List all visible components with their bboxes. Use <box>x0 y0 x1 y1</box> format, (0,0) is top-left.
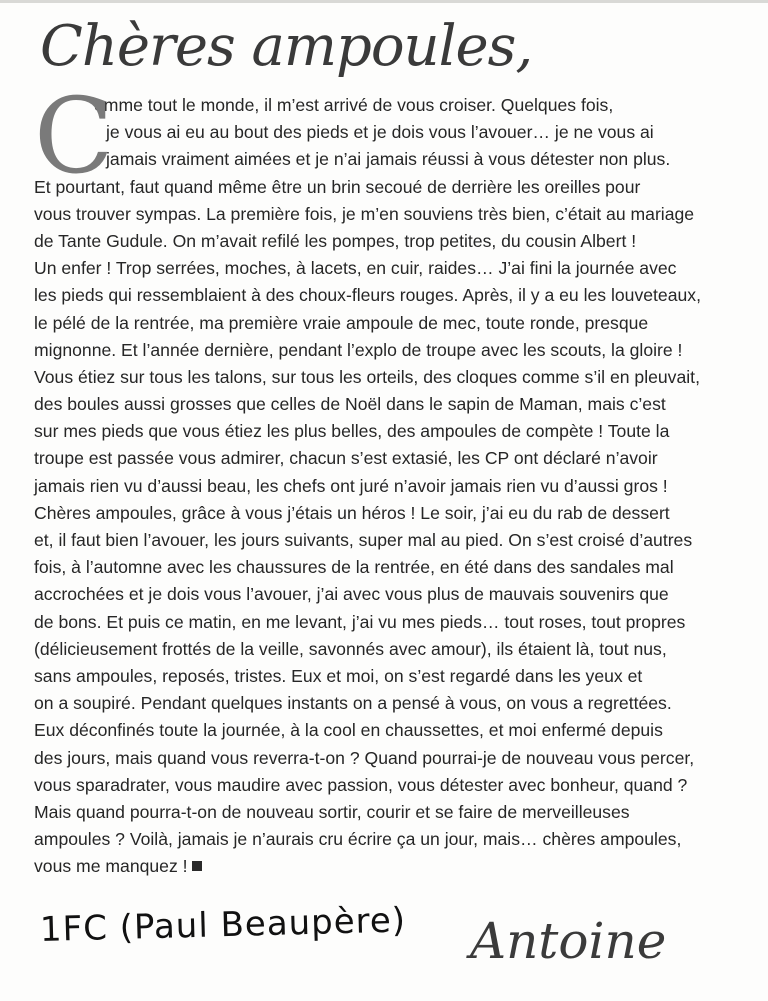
text-line <box>34 391 746 418</box>
text-line-content: omme tout le monde, il m’est arrivé de vous croiser. Quelques fois, <box>94 95 614 115</box>
text-line-content: ampoules ? Voilà, jamais je n’aurais cru écrire ça un jour, mais… chères ampoules, <box>34 829 682 850</box>
text-line-content: Un enfer ! Trop serrées, moches, à lacets, en cuir, raides… J’ai fini la journée avec <box>34 258 677 279</box>
text-line-content: troupe est passée vous admirer, chacun s’est extasié, les CP ont déclaré n’avoir <box>34 448 658 469</box>
text-line <box>34 364 746 391</box>
text-line <box>34 554 746 581</box>
letter-body <box>34 75 746 880</box>
text-line <box>34 663 746 690</box>
text-line <box>34 690 746 717</box>
text-line <box>34 337 746 364</box>
text-line-content: Eux déconfinés toute la journée, à la cool en chaussettes, et moi enfermé depuis <box>34 720 663 741</box>
text-line-content: des boules aussi grosses que celles de Noël dans le sapin de Maman, mais c’est <box>34 394 666 415</box>
text-line <box>34 92 746 119</box>
text-line <box>34 310 746 337</box>
text-line <box>34 636 746 663</box>
text-line-content: Et pourtant, faut quand même être un brin secoué de derrière les oreilles pour <box>34 176 641 197</box>
text-line-content: je vous ai eu au bout des pieds et je dois vous l’avouer… je ne vous ai <box>106 122 654 143</box>
text-line <box>34 772 746 799</box>
text-line-content: sans ampoules, reposés, tristes. Eux et moi, on s’est regardé dans les yeux et <box>34 665 643 686</box>
text-line-content: les pieds qui ressemblaient à des choux-fleurs rouges. Après, il y a eu les louveteaux, <box>34 285 701 306</box>
page-edge <box>0 0 768 3</box>
text-line-content: de bons. Et puis ce matin, en me levant, j’ai vu mes pieds… tout roses, tout propres <box>34 611 686 632</box>
text-line-content: des jours, mais quand vous reverra-t-on ? Quand pourrai-je de nouveau vous percer, <box>34 747 695 768</box>
text-line-content: Vous étiez sur tous les talons, sur tous les orteils, des cloques comme s’il en pleuvait, <box>34 366 700 387</box>
text-line <box>34 201 746 228</box>
text-line-content: on a soupiré. Pendant quelques instants on a pensé à vous, on vous a regrettées. <box>34 693 672 714</box>
handwritten-note: 1FC (Paul Beaupère) <box>39 900 407 950</box>
text-line <box>34 255 746 282</box>
text-line <box>34 609 746 636</box>
text-line-content: et, il faut bien l’avouer, les jours suivants, super mal au pied. On s’est croisé d’autres <box>34 530 693 550</box>
text-line <box>34 799 746 826</box>
text-line <box>34 500 746 527</box>
text-line <box>34 418 746 445</box>
text-line <box>34 826 746 853</box>
text-line-content: (délicieusement frottés de la veille, savonnés avec amour), ils étaient là, tout nus, <box>34 638 667 659</box>
text-line <box>34 119 746 146</box>
drop-cap: C <box>34 75 114 197</box>
text-line-content: de Tante Gudule. On m’avait refilé les pompes, trop petites, du cousin Albert ! <box>34 230 637 251</box>
text-line <box>34 228 746 255</box>
text-line-content: le pélé de la rentrée, ma première vraie ampoule de mec, toute ronde, presque <box>34 312 649 333</box>
text-line <box>34 853 746 880</box>
text-line-content: Mais quand pourra-t-on de nouveau sortir, courir et se faire de merveilleuses <box>34 801 630 822</box>
text-line <box>34 473 746 500</box>
letter-title: Chères ampoules, <box>40 14 533 79</box>
text-line <box>34 581 746 608</box>
text-line <box>34 527 746 554</box>
text-line-content: vous sparadrater, vous maudire avec passion, vous détester avec bonheur, quand ? <box>34 774 688 795</box>
text-line <box>34 146 746 173</box>
text-line <box>34 174 746 201</box>
text-line-content: vous trouver sympas. La première fois, je m’en souviens très bien, c’était au mariage <box>34 203 695 224</box>
end-mark-icon <box>192 861 202 871</box>
text-line-content: mignonne. Et l’année dernière, pendant l’explo de troupe avec les scouts, la gloire ! <box>34 339 683 360</box>
text-line-content: vous me manquez ! <box>34 856 188 877</box>
text-line <box>34 445 746 472</box>
signature: Antoine <box>470 912 667 970</box>
text-line <box>34 282 746 309</box>
text-line-content: accrochées et je dois vous l’avouer, j’ai avec vous plus de mauvais souvenirs que <box>34 584 669 605</box>
text-line-content: sur mes pieds que vous étiez les plus belles, des ampoules de compète ! Toute la <box>34 421 670 442</box>
text-line-content: Chères ampoules, grâce à vous j’étais un héros ! Le soir, j’ai eu du rab de dessert <box>34 502 670 523</box>
text-line-content: fois, à l’automne avec les chaussures de la rentrée, en été dans des sandales mal <box>34 557 674 578</box>
text-line-content: jamais rien vu d’aussi beau, les chefs ont juré n’avoir jamais rien vu d’aussi gros ! <box>34 475 668 496</box>
text-line <box>34 717 746 744</box>
text-line <box>34 745 746 772</box>
text-line-content: jamais vraiment aimées et je n’ai jamais réussi à vous détester non plus. <box>106 149 671 170</box>
